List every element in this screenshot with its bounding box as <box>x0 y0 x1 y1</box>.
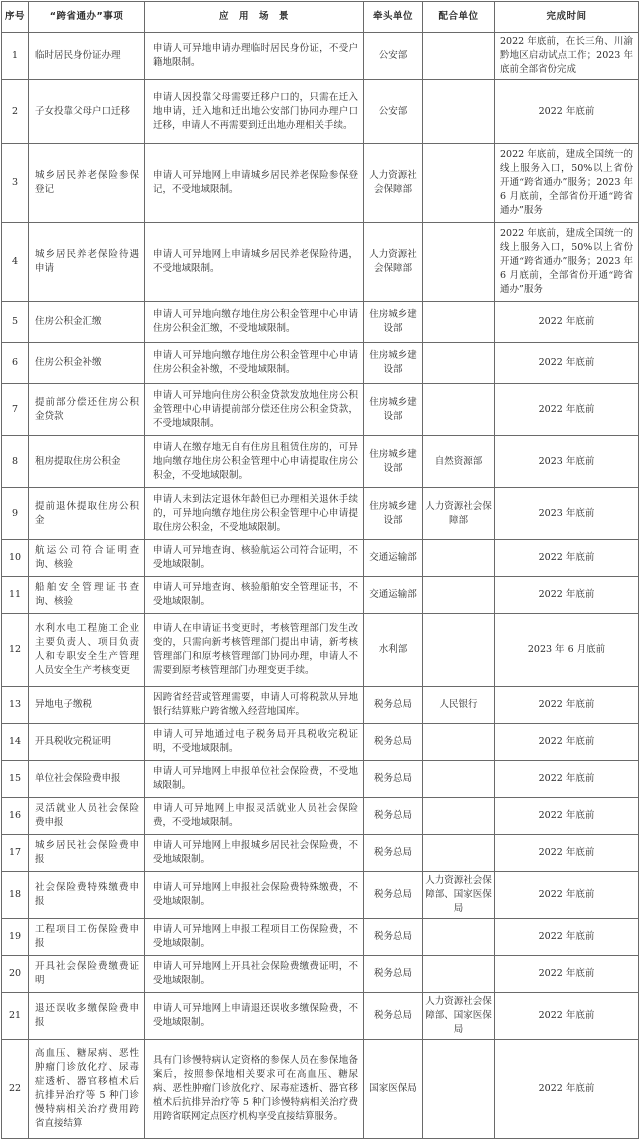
cell-scene: 申请人可异地向住房公积金贷款发放地住房公积金管理中心申请提前部分偿还住房公积金贷款，不受地域限制。 <box>145 384 364 436</box>
cell-scene: 申请人可异地通过电子税务局开具税收完税证明，不受地域限制。 <box>145 724 364 761</box>
table-row <box>2 488 639 540</box>
table-header-row <box>2 2 639 33</box>
cell-item: 灵活就业人员社会保险费申报 <box>29 798 145 835</box>
cell-no: 15 <box>2 761 29 798</box>
cell-completion-time: 2023 年底前 <box>495 436 639 488</box>
cell-item: 开具税收完税证明 <box>29 724 145 761</box>
cell-cooperating-unit <box>423 919 495 956</box>
cell-no: 18 <box>2 872 29 919</box>
cell-lead-unit: 水利部 <box>364 614 423 687</box>
cell-completion-time: 2022 年底前 <box>495 798 639 835</box>
cell-completion-time: 2023 年底前 <box>495 488 639 540</box>
cell-cooperating-unit <box>423 761 495 798</box>
cell-scene: 申请人未到法定退休年龄但已办理相关退休手续的，可异地向缴存地住房公积金管理中心申请提取住房公积金，不受地域限制。 <box>145 488 364 540</box>
cell-cooperating-unit <box>423 956 495 993</box>
cell-cooperating-unit: 人民银行 <box>423 687 495 724</box>
cell-item: 开具社会保险费缴费证明 <box>29 956 145 993</box>
cell-item: 工程项目工伤保险费申报 <box>29 919 145 956</box>
table-row <box>2 687 639 724</box>
cell-cooperating-unit <box>423 1040 495 1139</box>
cell-completion-time: 2023 年 6 月底前 <box>495 614 639 687</box>
cell-lead-unit: 税务总局 <box>364 993 423 1040</box>
cell-scene: 申请人可异地网上申请城乡居民养老保险待遇，不受地域限制。 <box>145 223 364 302</box>
cell-cooperating-unit <box>423 835 495 872</box>
cell-no: 16 <box>2 798 29 835</box>
table-row <box>2 835 639 872</box>
cell-cooperating-unit: 自然资源部 <box>423 436 495 488</box>
cell-completion-time: 2022 年底前 <box>495 343 639 384</box>
cell-completion-time: 2022 年底前，建成全国统一的线上服务入口，50%以上省份开通“跨省通办”服务；2023 年 6 月底前，全部省份开通“跨省通办”服务 <box>495 144 639 223</box>
cell-no: 6 <box>2 343 29 384</box>
cell-item: 船舶安全管理证书查询、核验 <box>29 577 145 614</box>
cell-no: 5 <box>2 302 29 343</box>
cell-lead-unit: 税务总局 <box>364 872 423 919</box>
table-row <box>2 993 639 1040</box>
cell-item: 租房提取住房公积金 <box>29 436 145 488</box>
cell-scene: 申请人在申请证书变更时，考核管理部门发生改变的，只需向新考核管理部门提出申请，新考核管理部门和原考核管理部门协同办理，申请人不需要到原考核管理部门办理变更手续。 <box>145 614 364 687</box>
cell-no: 13 <box>2 687 29 724</box>
cell-item: 提前退休提取住房公积金 <box>29 488 145 540</box>
cell-completion-time: 2022 年底前 <box>495 761 639 798</box>
cell-item: 住房公积金补缴 <box>29 343 145 384</box>
cell-lead-unit: 税务总局 <box>364 798 423 835</box>
cell-scene: 具有门诊慢特病认定资格的参保人员在参保地备案后，按照参保地相关要求可在高血压、糖尿病、恶性肿瘤门诊放化疗、尿毒症透析、器官移植术后抗排异治疗等 5 种门诊慢特病相关治疗费用跨省联网定点医疗机构享受直接结算服务。 <box>145 1040 364 1139</box>
cell-cooperating-unit: 人力资源社会保障部 <box>423 488 495 540</box>
cell-item: 提前部分偿还住房公积金贷款 <box>29 384 145 436</box>
cell-no: 12 <box>2 614 29 687</box>
cell-no: 3 <box>2 144 29 223</box>
cell-lead-unit: 住房城乡建设部 <box>364 302 423 343</box>
cell-no: 14 <box>2 724 29 761</box>
page <box>1 1 638 1139</box>
cell-scene: 申请人可异地网上申报单位社会保险费，不受地域限制。 <box>145 761 364 798</box>
cell-no: 7 <box>2 384 29 436</box>
cell-completion-time: 2022 年底前 <box>495 956 639 993</box>
cell-completion-time: 2022 年底前 <box>495 993 639 1040</box>
cell-scene: 申请人可异地申请办理临时居民身份证，不受户籍地限制。 <box>145 33 364 80</box>
cell-cooperating-unit: 人力资源社会保障部、国家医保局 <box>423 872 495 919</box>
cell-completion-time: 2022 年底前 <box>495 687 639 724</box>
table-row <box>2 577 639 614</box>
cell-cooperating-unit <box>423 302 495 343</box>
cell-scene: 申请人可异地向缴存地住房公积金管理中心申请住房公积金补缴，不受地域限制。 <box>145 343 364 384</box>
cell-lead-unit: 公安部 <box>364 33 423 80</box>
cell-scene: 申请人可异地向缴存地住房公积金管理中心申请住房公积金汇缴，不受地域限制。 <box>145 302 364 343</box>
cell-completion-time: 2022 年底前 <box>495 540 639 577</box>
cell-no: 1 <box>2 33 29 80</box>
cell-cooperating-unit <box>423 577 495 614</box>
cell-scene: 申请人可异地网上申报城乡居民社会保险费，不受地域限制。 <box>145 835 364 872</box>
table-row <box>2 761 639 798</box>
cell-lead-unit: 人力资源社会保障部 <box>364 223 423 302</box>
cell-no: 19 <box>2 919 29 956</box>
cell-lead-unit: 住房城乡建设部 <box>364 343 423 384</box>
cell-cooperating-unit <box>423 33 495 80</box>
cell-cooperating-unit <box>423 223 495 302</box>
cell-item: 城乡居民社会保险费申报 <box>29 835 145 872</box>
cell-no: 17 <box>2 835 29 872</box>
table-row <box>2 614 639 687</box>
cell-cooperating-unit <box>423 614 495 687</box>
cell-cooperating-unit <box>423 724 495 761</box>
cell-lead-unit: 税务总局 <box>364 724 423 761</box>
cell-lead-unit: 国家医保局 <box>364 1040 423 1139</box>
cell-item: 住房公积金汇缴 <box>29 302 145 343</box>
cell-item: 社会保险费特殊缴费申报 <box>29 872 145 919</box>
table-row <box>2 343 639 384</box>
header-scene: 应 用 场 景 <box>145 2 364 33</box>
header-cooperating-unit: 配合单位 <box>423 2 495 33</box>
cell-lead-unit: 税务总局 <box>364 761 423 798</box>
cell-scene: 因跨省经营或管理需要，申请人可将税款从异地银行结算账户跨省缴入经营地国库。 <box>145 687 364 724</box>
cell-completion-time: 2022 年底前 <box>495 872 639 919</box>
cell-completion-time: 2022 年底前 <box>495 1040 639 1139</box>
cell-lead-unit: 税务总局 <box>364 919 423 956</box>
cell-no: 4 <box>2 223 29 302</box>
table-row <box>2 223 639 302</box>
cell-lead-unit: 住房城乡建设部 <box>364 488 423 540</box>
cell-cooperating-unit <box>423 798 495 835</box>
cell-completion-time: 2022 年底前 <box>495 724 639 761</box>
table-row <box>2 436 639 488</box>
cell-scene: 申请人在缴存地无自有住房且租赁住房的，可异地向缴存地住房公积金管理中心申请提取住房公积金，不受地域限制。 <box>145 436 364 488</box>
table-row <box>2 540 639 577</box>
cell-lead-unit: 交通运输部 <box>364 540 423 577</box>
cell-item: 异地电子缴税 <box>29 687 145 724</box>
cell-item: 城乡居民养老保险待遇申请 <box>29 223 145 302</box>
cell-item: 单位社会保险费申报 <box>29 761 145 798</box>
header-completion-time: 完成时间 <box>495 2 639 33</box>
cell-lead-unit: 税务总局 <box>364 687 423 724</box>
cell-lead-unit: 人力资源社会保障部 <box>364 144 423 223</box>
cell-scene: 申请人可异地查询、核验船舶安全管理证书，不受地域限制。 <box>145 577 364 614</box>
cell-cooperating-unit <box>423 144 495 223</box>
cell-completion-time: 2022 年底前 <box>495 577 639 614</box>
cell-item: 城乡居民养老保险参保登记 <box>29 144 145 223</box>
cell-no: 2 <box>2 80 29 144</box>
cell-scene: 申请人可异地网上开具社会保险费缴费证明，不受地域限制。 <box>145 956 364 993</box>
table-row <box>2 724 639 761</box>
cell-item: 高血压、糖尿病、恶性肿瘤门诊放化疗、尿毒症透析、器官移植术后抗排异治疗等 5 种门诊慢特病相关治疗费用跨省直接结算 <box>29 1040 145 1139</box>
cell-item: 退还误收多缴保险费申报 <box>29 993 145 1040</box>
cell-item: 航运公司符合证明查询、核验 <box>29 540 145 577</box>
cell-cooperating-unit <box>423 343 495 384</box>
cell-scene: 申请人因投靠父母需要迁移户口的，只需在迁入地申请，迁入地和迁出地公安部门协同办理户口迁移，申请人不再需要到迁出地办理相关手续。 <box>145 80 364 144</box>
table-body <box>2 33 639 1139</box>
header-no: 序号 <box>2 2 29 33</box>
cell-cooperating-unit: 人力资源社会保障部、国家医保局 <box>423 993 495 1040</box>
table-row <box>2 919 639 956</box>
cell-lead-unit: 交通运输部 <box>364 577 423 614</box>
table-row <box>2 798 639 835</box>
cell-completion-time: 2022 年底前 <box>495 302 639 343</box>
cell-scene: 申请人可异地查询、核验航运公司符合证明，不受地域限制。 <box>145 540 364 577</box>
cell-no: 9 <box>2 488 29 540</box>
cell-scene: 申请人可异地网上申请退还误收多缴保险费，不受地域限制。 <box>145 993 364 1040</box>
cell-scene: 申请人可异地网上申请城乡居民养老保险参保登记，不受地域限制。 <box>145 144 364 223</box>
cell-scene: 申请人可异地网上申报工程项目工伤保险费，不受地域限制。 <box>145 919 364 956</box>
cell-item: 水利水电工程施工企业主要负责人、项目负责人和专职安全生产管理人员安全生产考核变更 <box>29 614 145 687</box>
cell-lead-unit: 税务总局 <box>364 835 423 872</box>
cell-lead-unit: 税务总局 <box>364 956 423 993</box>
table-row <box>2 33 639 80</box>
cell-no: 8 <box>2 436 29 488</box>
cell-completion-time: 2022 年底前 <box>495 835 639 872</box>
table-row <box>2 872 639 919</box>
table-row <box>2 1040 639 1139</box>
cell-scene: 申请人可异地网上申报灵活就业人员社会保险费，不受地域限制。 <box>145 798 364 835</box>
table-row <box>2 384 639 436</box>
cell-no: 20 <box>2 956 29 993</box>
cell-cooperating-unit <box>423 384 495 436</box>
cell-scene: 申请人可异地网上申报社会保险费特殊缴费，不受地域限制。 <box>145 872 364 919</box>
cell-completion-time: 2022 年底前，在长三角、川渝黔地区启动试点工作；2023 年底前全部省份完成 <box>495 33 639 80</box>
cell-cooperating-unit <box>423 540 495 577</box>
table-row <box>2 302 639 343</box>
table-row <box>2 80 639 144</box>
cell-item: 临时居民身份证办理 <box>29 33 145 80</box>
cell-completion-time: 2022 年底前 <box>495 80 639 144</box>
header-lead-unit: 牵头单位 <box>364 2 423 33</box>
cell-no: 11 <box>2 577 29 614</box>
cross-province-services-table <box>1 1 639 1139</box>
cell-lead-unit: 住房城乡建设部 <box>364 436 423 488</box>
cell-no: 22 <box>2 1040 29 1139</box>
cell-no: 10 <box>2 540 29 577</box>
cell-completion-time: 2022 年底前 <box>495 919 639 956</box>
header-item: “跨省通办”事项 <box>29 2 145 33</box>
cell-completion-time: 2022 年底前 <box>495 384 639 436</box>
cell-no: 21 <box>2 993 29 1040</box>
table-row <box>2 956 639 993</box>
table-row <box>2 144 639 223</box>
cell-cooperating-unit <box>423 80 495 144</box>
cell-completion-time: 2022 年底前，建成全国统一的线上服务入口，50%以上省份开通“跨省通办”服务；2023 年 6 月底前，全部省份开通“跨省通办”服务 <box>495 223 639 302</box>
cell-lead-unit: 公安部 <box>364 80 423 144</box>
cell-lead-unit: 住房城乡建设部 <box>364 384 423 436</box>
cell-item: 子女投靠父母户口迁移 <box>29 80 145 144</box>
